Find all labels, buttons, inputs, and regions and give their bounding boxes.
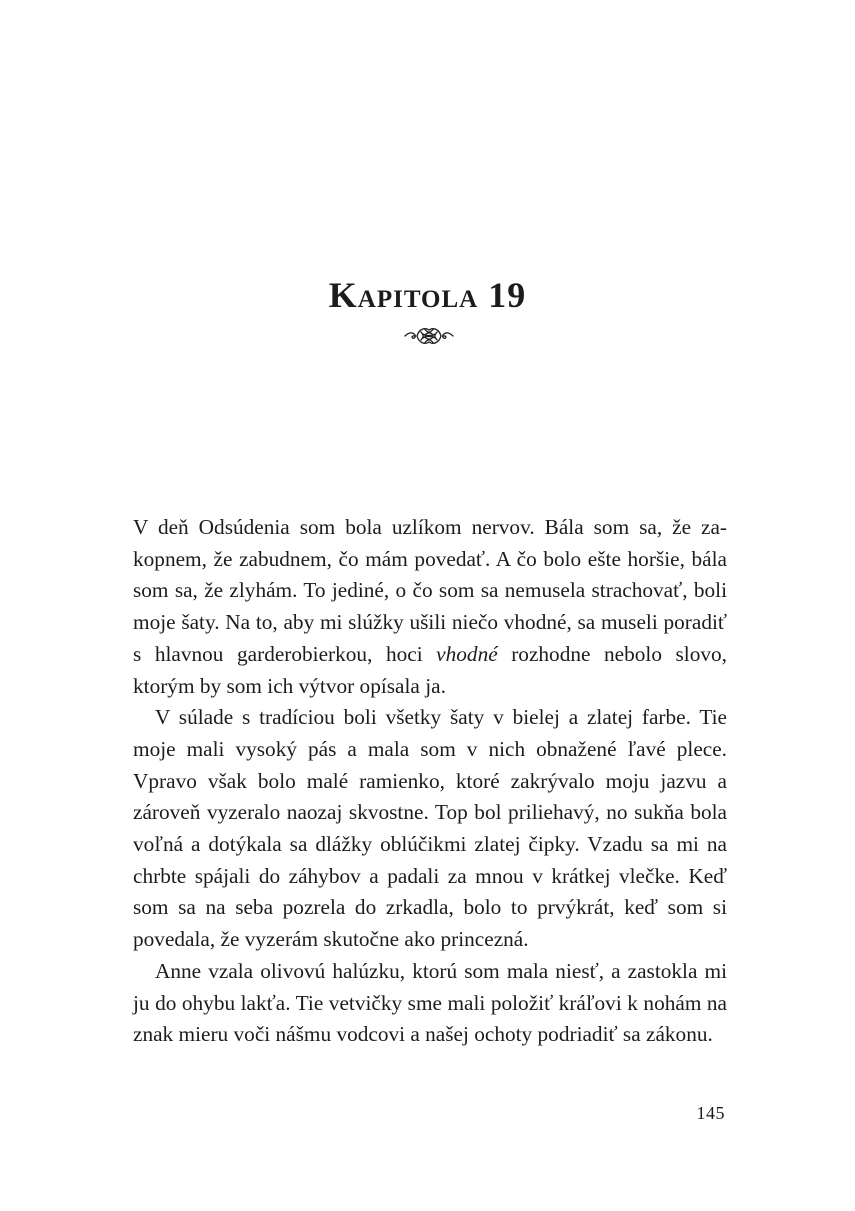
paragraph-1-text: V deň Odsúdenia som bola uzlíkom nervov. Bála som sa, že zakopnem, že zabudnem, čo mám povedať. A čo bolo ešte horšie, bála som sa, že zlyhám. To jediné, o čo som sa nemusela strachovať, boli moje šaty. Na to, aby mi slúžky ušili niečo vhodné, sa museli poradiť s hlavnou garderobierkou, hoci — [133, 515, 727, 666]
paragraph-1-text-end: rozhodne nebolo slovo, ktorým by som ich výtvor opísala ja. — [133, 641, 727, 698]
fleuron-ornament-icon — [403, 320, 455, 352]
paragraph-2: V súlade s tradíciou boli všetky šaty v bielej a zlatej farbe. Tie moje mali vysoký pás a mala som v nich obnažené ľavé plece. Vpravo však bolo malé ramienko, ktoré zakrývalo moju jazvu a zároveň vyzeralo naozaj skvostne. Top bol priliehavý, no sukňa bola voľná a dotýkala sa dlážky oblúčikmi zlatej čipky. Vzadu sa mi na chrbte spájali do záhybov a padali za mnou v krátkej vlečke. Keď som sa na seba pozrela do zrkadla, bolo to prvýkrát, keď som si povedala, že vyzerám skutočne ako princezná. — [133, 705, 727, 952]
paragraph-3: Anne vzala olivovú halúzku, ktorú som mala niesť, a zastokla mi ju do ohybu lakťa. Tie vetvičky sme mali položiť kráľovi k nohám na znak mieru voči nášmu vodcovi a našej ochoty podriadiť sa zákonu. — [133, 958, 727, 1047]
paragraph-1 — [133, 512, 727, 702]
chapter-body — [133, 512, 727, 1051]
paragraph-1-emphasis: vhodné — [436, 641, 498, 666]
chapter-title: Kapitola 19 — [328, 275, 527, 316]
page-number: 145 — [696, 1103, 725, 1123]
